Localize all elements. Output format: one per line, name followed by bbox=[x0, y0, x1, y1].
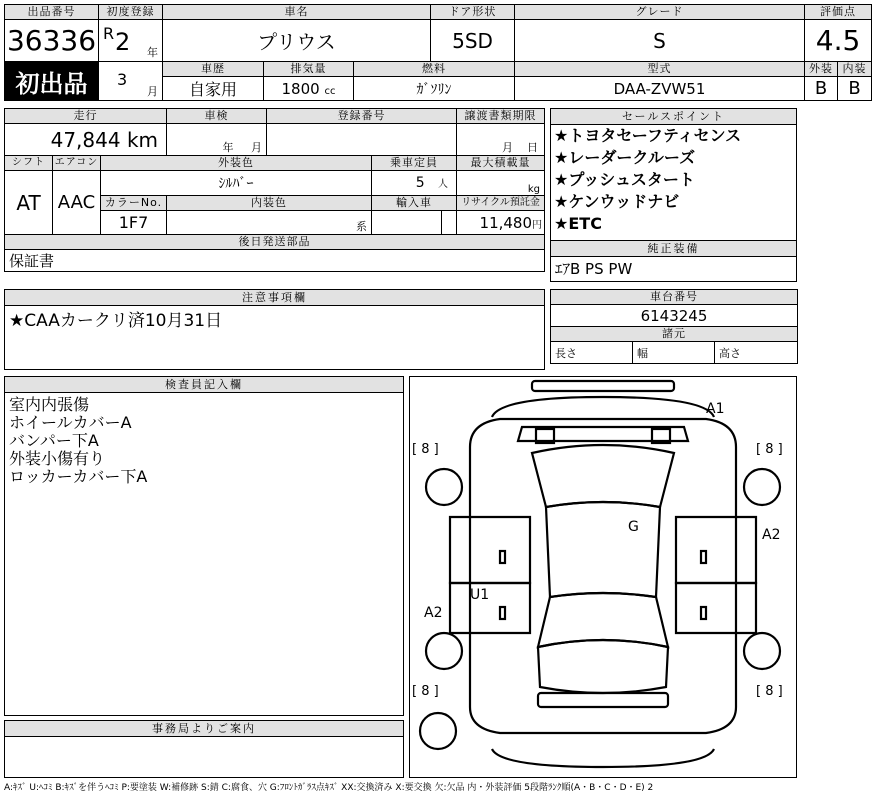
deadline-date bbox=[457, 124, 545, 156]
door-front-right bbox=[676, 517, 756, 583]
length: 長さ bbox=[551, 342, 633, 364]
reg-number-label: 登録番号 bbox=[267, 109, 457, 124]
color-no-label: カラーNo. bbox=[101, 196, 167, 211]
aircon: AAC bbox=[53, 171, 101, 235]
model: DAA-ZVW51 bbox=[515, 77, 805, 101]
tire-front-left bbox=[426, 469, 462, 505]
recycle-value: 11,480 bbox=[479, 213, 533, 232]
month-unit: 月 bbox=[147, 85, 158, 98]
notes-label: 注意事項欄 bbox=[5, 290, 544, 306]
max-load: kg bbox=[457, 171, 545, 196]
damage-mark-u1: U1 bbox=[470, 587, 490, 603]
damage-mark-a2-left: A2 bbox=[424, 605, 443, 621]
sales-point: ★ケンウッドナビ bbox=[554, 192, 680, 211]
tire-tread-rear-right: [ 8 ] bbox=[756, 684, 783, 699]
grade: S bbox=[515, 20, 805, 62]
rear-bumper bbox=[538, 693, 668, 707]
door-rear-right bbox=[676, 583, 756, 633]
mileage-label: 走行 bbox=[5, 109, 167, 124]
windshield bbox=[532, 445, 674, 507]
displacement-unit: cc bbox=[324, 85, 336, 97]
sales-points-box bbox=[550, 108, 797, 241]
recycle-fee bbox=[457, 211, 545, 235]
score-label: 評価点 bbox=[805, 5, 872, 20]
handle bbox=[701, 551, 706, 563]
inspector-line: バンパー下A bbox=[9, 431, 99, 450]
door-type: 5SD bbox=[431, 20, 515, 62]
later-parts: 保証書 bbox=[5, 250, 545, 272]
roof bbox=[546, 502, 660, 597]
tire-front-right bbox=[744, 469, 780, 505]
front-bumper bbox=[532, 381, 674, 391]
recycle-label: リサイクル預託金 bbox=[457, 196, 545, 211]
capacity-value: 5 bbox=[415, 175, 425, 191]
handle bbox=[500, 551, 505, 563]
details-table bbox=[4, 108, 545, 272]
sales-point: ★レーダークルーズ bbox=[554, 148, 696, 167]
office-label: 事務局よりご案内 bbox=[5, 721, 403, 737]
history: 自家用 bbox=[163, 77, 264, 101]
dims-label: 諸元 bbox=[551, 327, 798, 342]
notes-text: ★CAAカークリ済10月31日 bbox=[9, 311, 223, 331]
mileage bbox=[5, 124, 167, 156]
hood-outline bbox=[492, 397, 714, 417]
displacement-label: 排気量 bbox=[264, 62, 354, 77]
door-front-left bbox=[450, 517, 530, 583]
int-label: 内装 bbox=[838, 62, 872, 77]
history-label: 車歴 bbox=[163, 62, 264, 77]
name-label: 車名 bbox=[163, 5, 431, 20]
inspector-label: 検査員記入欄 bbox=[5, 377, 403, 393]
int-color: 系 bbox=[167, 211, 372, 235]
inspection-date bbox=[167, 124, 267, 156]
ext-score: B bbox=[805, 77, 838, 101]
year-unit: 年 bbox=[147, 46, 158, 59]
int-color-label: 内装色 bbox=[167, 196, 372, 211]
import-flag bbox=[372, 211, 442, 235]
load-label: 最大積載量 bbox=[457, 156, 545, 171]
grade-label: グレード bbox=[515, 5, 805, 20]
import-label: 輸入車 bbox=[372, 196, 457, 211]
tire-tread-rear-left: [ 8 ] bbox=[412, 684, 439, 699]
color-number: 1F7 bbox=[101, 211, 167, 235]
shift-label: シフト bbox=[5, 156, 53, 171]
notes-box bbox=[4, 289, 545, 370]
car-diagram bbox=[409, 376, 797, 778]
model-label: 型式 bbox=[515, 62, 805, 77]
body-outline bbox=[470, 419, 736, 733]
equipment: ｴｱB PS PW bbox=[555, 260, 633, 278]
inspector-box bbox=[4, 376, 404, 716]
later-parts-label: 後日発送部品 bbox=[5, 235, 545, 250]
width: 幅 bbox=[633, 342, 715, 364]
capacity bbox=[372, 171, 457, 196]
chassis-label: 車台番号 bbox=[551, 290, 798, 305]
import-flag-2 bbox=[442, 211, 457, 235]
first-reg-year bbox=[99, 20, 163, 62]
equipment-label: 純正装備 bbox=[551, 241, 796, 257]
damage-mark-a2-right: A2 bbox=[762, 527, 781, 543]
inspection-label: 車検 bbox=[167, 109, 267, 124]
ac-label: エアコン bbox=[53, 156, 101, 171]
tire-rear-left bbox=[426, 633, 462, 669]
reg-number bbox=[267, 124, 457, 156]
dl-day-unit: 日 bbox=[527, 141, 539, 154]
tire-tread-front-left: [ 8 ] bbox=[412, 442, 439, 457]
door-label: ドア形状 bbox=[431, 5, 515, 20]
lot-no-label: 出品番号 bbox=[5, 5, 99, 20]
insp-year-unit: 年 bbox=[222, 141, 234, 154]
fuel-label: 燃料 bbox=[354, 62, 515, 77]
handle bbox=[701, 607, 706, 619]
dl-month-unit: 月 bbox=[502, 141, 514, 154]
height: 高さ bbox=[715, 342, 798, 364]
sales-points-label: セールスポイント bbox=[551, 109, 796, 125]
legend: A:ｷｽﾞ U:ﾍｺﾐ B:ｷｽﾞを伴うﾍｺﾐ P:要塗装 W:補修跡 S:錆 C:腐食、穴 G:ﾌﾛﾝﾄｶﾞﾗｽ点ｷｽﾞ XX:交換済み X:要交換 欠:欠品 内・外装評価 5段階ﾗﾝｸ順(A・B・C・D・E) 2 bbox=[4, 783, 654, 793]
car-name: プリウス bbox=[163, 20, 431, 62]
capacity-label: 乗車定員 bbox=[372, 156, 457, 171]
header-table bbox=[4, 4, 872, 101]
office-box bbox=[4, 720, 404, 778]
mileage-unit: km bbox=[126, 127, 159, 152]
trunk bbox=[538, 640, 668, 693]
sales-point: ★プッシュスタート bbox=[554, 170, 695, 189]
damage-mark-a1: A1 bbox=[706, 401, 725, 417]
era: R bbox=[103, 24, 115, 43]
capacity-unit: 人 bbox=[438, 179, 449, 190]
chassis-table bbox=[550, 289, 798, 364]
inspector-line: ロッカーカバー下A bbox=[9, 467, 148, 486]
color-label: 外装色 bbox=[101, 156, 372, 171]
body-color: ｼﾙﾊﾞｰ bbox=[101, 171, 372, 196]
displacement bbox=[264, 77, 354, 101]
chassis-number: 6143245 bbox=[551, 305, 798, 327]
tire-rear-right bbox=[744, 633, 780, 669]
lot-number: 36336 bbox=[5, 20, 99, 62]
deadline-label: 譲渡書類期限 bbox=[457, 109, 545, 124]
spare-tire bbox=[420, 713, 456, 749]
sales-point: ★ETC bbox=[554, 214, 602, 233]
insp-month-unit: 月 bbox=[251, 141, 263, 154]
handle bbox=[500, 607, 505, 619]
shift: AT bbox=[5, 171, 53, 235]
inspector-line: ホイールカバーA bbox=[9, 413, 132, 432]
first-listing-badge: 初出品 bbox=[5, 62, 99, 101]
door-rear-left bbox=[450, 583, 530, 633]
rear-outline bbox=[492, 749, 714, 767]
fuel: ｶﾞｿﾘﾝ bbox=[354, 77, 515, 101]
car-diagram-svg bbox=[410, 377, 796, 777]
inspector-line: 室内内張傷 bbox=[9, 395, 90, 414]
first-reg-label: 初度登録 bbox=[99, 5, 163, 20]
first-reg-month bbox=[99, 62, 163, 101]
tire-tread-front-right: [ 8 ] bbox=[756, 442, 783, 457]
equipment-box bbox=[550, 240, 797, 282]
sales-point: ★トヨタセーフティセンス bbox=[554, 126, 742, 145]
ext-label: 外装 bbox=[805, 62, 838, 77]
int-score: B bbox=[838, 77, 872, 101]
damage-mark-g: G bbox=[628, 519, 639, 535]
score: 4.5 bbox=[805, 20, 872, 62]
recycle-unit: 円 bbox=[532, 219, 543, 231]
reg-month: 3 bbox=[117, 70, 128, 89]
reg-year: 2 bbox=[115, 28, 131, 56]
inspector-line: 外装小傷有り bbox=[9, 449, 106, 468]
displacement-value: 1800 bbox=[281, 79, 320, 98]
mileage-value: 47,844 bbox=[50, 127, 121, 152]
